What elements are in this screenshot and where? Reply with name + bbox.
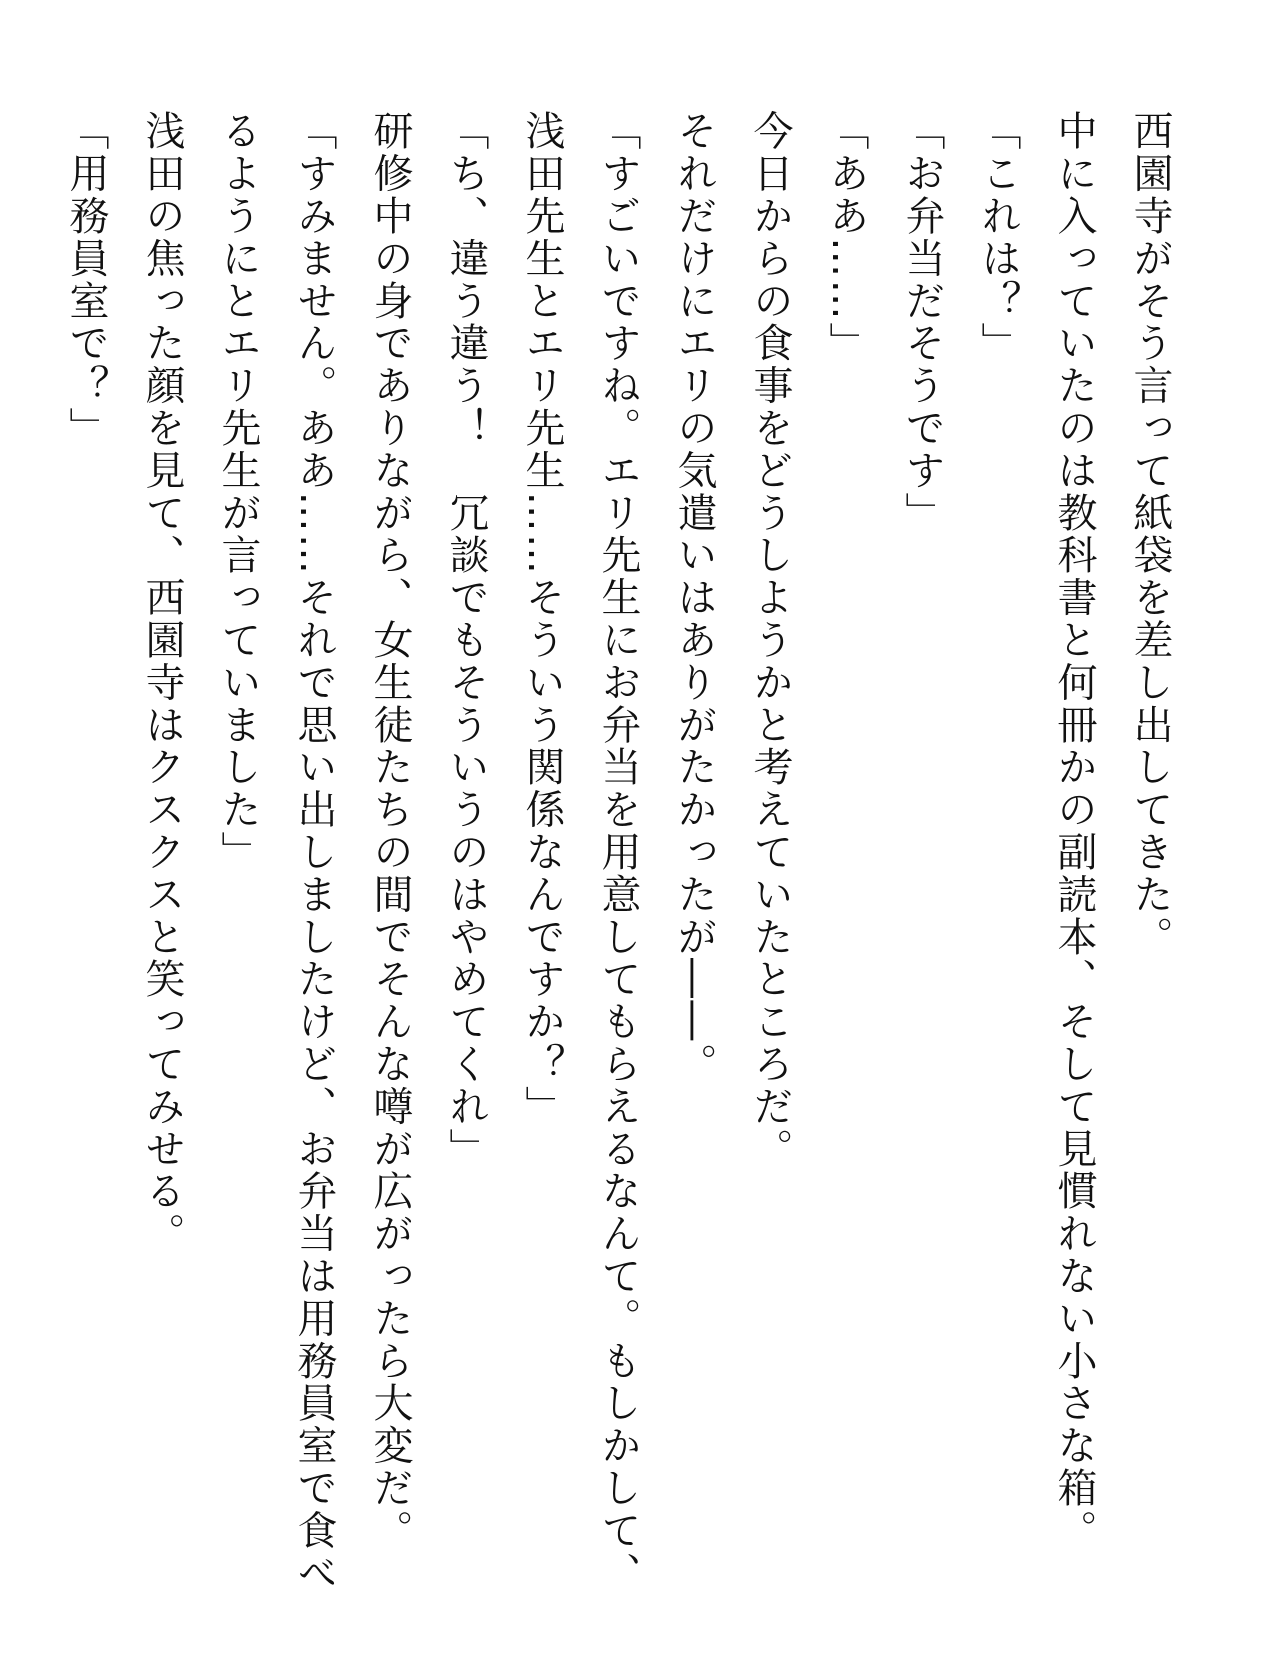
text-line-10: 研修中の身でありながら、女生徒たちの間でそんな噂が広がったら大変だ。 bbox=[367, 110, 413, 1552]
text-line-6: 今日からの食事をどうしようかと考えていたところだ。 bbox=[747, 110, 793, 1170]
vertical-text-body bbox=[48, 110, 1188, 1610]
text-line-11: 「すみません。ああ……それで思い出しましたけど、お弁当は用務員室で食べるようにとエリ先生が言っていました」 bbox=[215, 110, 337, 1594]
text-line-9: 「ち、違う違う！ 冗談でもそういうのはやめてくれ」 bbox=[443, 110, 489, 1170]
text-line-7: それだけにエリの気遣いはありがたかったが――。 bbox=[671, 110, 717, 1086]
text-line-5: 「ああ……」 bbox=[823, 110, 869, 365]
text-line-3: 「これは？」 bbox=[975, 110, 1021, 365]
text-line-4: 「お弁当だそうです」 bbox=[899, 110, 945, 534]
text-line-8: 「すごいですね。エリ先生にお弁当を用意してもらえるなんて。もしかして、浅田先生とエリ先生……そういう関係なんですか？」 bbox=[519, 110, 641, 1594]
text-line-12: 浅田の焦った顔を見て、西園寺はクスクスと笑ってみせる。 bbox=[139, 110, 185, 1255]
text-line-2: 中に入っていたのは教科書と何冊かの副読本、そして見慣れない小さな箱。 bbox=[1051, 110, 1097, 1552]
text-line-1: 西園寺がそう言って紙袋を差し出してきた。 bbox=[1127, 110, 1173, 958]
text-line-13: 「用務員室で？」 bbox=[63, 110, 109, 450]
